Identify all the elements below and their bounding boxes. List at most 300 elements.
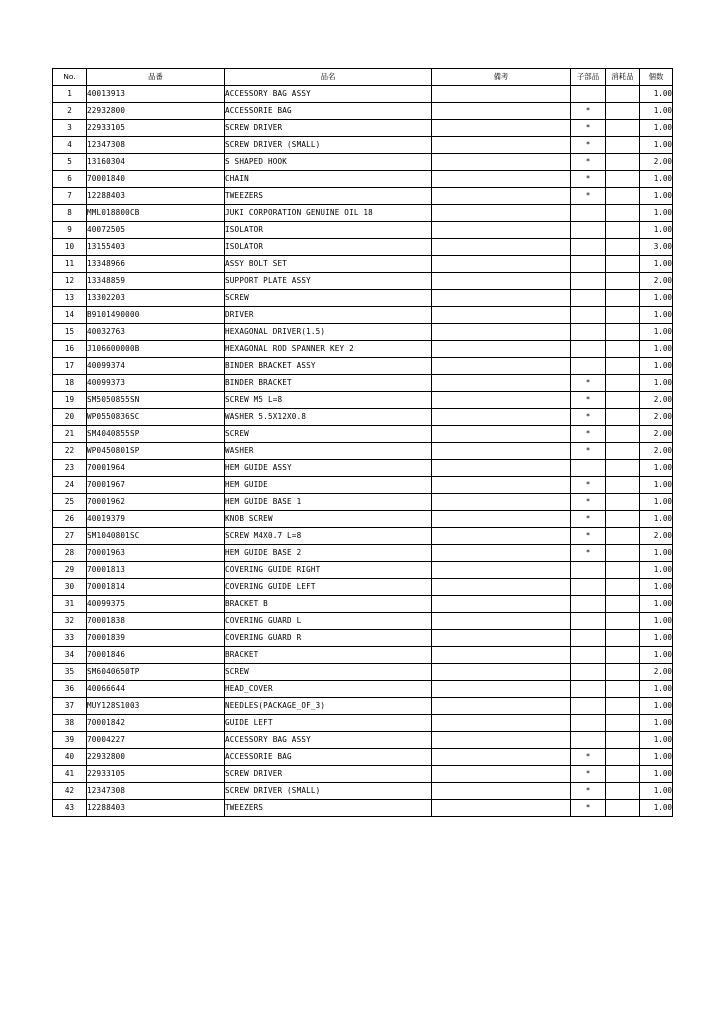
table-row: [53, 766, 673, 783]
table-row: [53, 579, 673, 596]
cell-part-number: 13348966: [87, 256, 225, 273]
cell-sub-part: *: [571, 154, 606, 171]
table-row: [53, 545, 673, 562]
cell-part-number: 70001838: [87, 613, 225, 630]
cell-part-number: 70001813: [87, 562, 225, 579]
table-body: [53, 86, 673, 817]
cell-part-name: WASHER: [225, 443, 432, 460]
table-row: [53, 324, 673, 341]
cell-part-number: 70001814: [87, 579, 225, 596]
cell-remarks: [432, 205, 571, 222]
cell-part-name: KNOB SCREW: [225, 511, 432, 528]
cell-sub-part: [571, 239, 606, 256]
header-quantity: 個数: [640, 69, 673, 86]
cell-remarks: [432, 307, 571, 324]
cell-part-number: 13302203: [87, 290, 225, 307]
cell-no: 20: [53, 409, 87, 426]
cell-quantity: 1.00: [640, 766, 673, 783]
cell-part-name: ACCESSORY BAG ASSY: [225, 732, 432, 749]
cell-remarks: [432, 375, 571, 392]
table-row: [53, 171, 673, 188]
cell-part-name: HEXAGONAL DRIVER(1.5): [225, 324, 432, 341]
cell-no: 36: [53, 681, 87, 698]
cell-sub-part: [571, 273, 606, 290]
cell-consumable: [606, 171, 640, 188]
cell-part-name: BRACKET B: [225, 596, 432, 613]
cell-quantity: 1.00: [640, 307, 673, 324]
cell-quantity: 1.00: [640, 749, 673, 766]
header-sub-part: 子部品: [571, 69, 606, 86]
cell-part-number: WP0550836SC: [87, 409, 225, 426]
cell-no: 9: [53, 222, 87, 239]
cell-remarks: [432, 137, 571, 154]
cell-quantity: 1.00: [640, 460, 673, 477]
cell-consumable: [606, 596, 640, 613]
cell-sub-part: *: [571, 392, 606, 409]
table-row: [53, 562, 673, 579]
cell-quantity: 1.00: [640, 494, 673, 511]
cell-sub-part: *: [571, 443, 606, 460]
cell-sub-part: *: [571, 171, 606, 188]
cell-part-name: SCREW DRIVER: [225, 766, 432, 783]
cell-part-number: 40019379: [87, 511, 225, 528]
cell-remarks: [432, 324, 571, 341]
cell-consumable: [606, 137, 640, 154]
cell-part-name: DRIVER: [225, 307, 432, 324]
cell-consumable: [606, 409, 640, 426]
cell-part-name: WASHER 5.5X12X0.8: [225, 409, 432, 426]
cell-sub-part: [571, 579, 606, 596]
cell-consumable: [606, 715, 640, 732]
cell-part-name: SCREW M5 L=8: [225, 392, 432, 409]
cell-consumable: [606, 358, 640, 375]
cell-remarks: [432, 460, 571, 477]
cell-remarks: [432, 800, 571, 817]
cell-no: 15: [53, 324, 87, 341]
cell-quantity: 2.00: [640, 409, 673, 426]
cell-part-name: SCREW M4X0.7 L=8: [225, 528, 432, 545]
cell-part-number: MML018800CB: [87, 205, 225, 222]
cell-no: 32: [53, 613, 87, 630]
cell-part-name: ISOLATOR: [225, 222, 432, 239]
cell-consumable: [606, 511, 640, 528]
table-row: [53, 732, 673, 749]
cell-no: 21: [53, 426, 87, 443]
cell-quantity: 1.00: [640, 511, 673, 528]
cell-part-number: 40066644: [87, 681, 225, 698]
cell-part-name: JUKI CORPORATION GENUINE OIL 18: [225, 205, 432, 222]
cell-consumable: [606, 630, 640, 647]
cell-sub-part: [571, 681, 606, 698]
cell-quantity: 1.00: [640, 579, 673, 596]
cell-quantity: 1.00: [640, 86, 673, 103]
cell-part-name: NEEDLES(PACKAGE_OF_3): [225, 698, 432, 715]
cell-quantity: 1.00: [640, 477, 673, 494]
cell-sub-part: [571, 715, 606, 732]
cell-no: 13: [53, 290, 87, 307]
cell-remarks: [432, 171, 571, 188]
cell-part-name: HEAD_COVER: [225, 681, 432, 698]
cell-part-number: 70001840: [87, 171, 225, 188]
cell-consumable: [606, 647, 640, 664]
cell-consumable: [606, 732, 640, 749]
cell-part-name: CHAIN: [225, 171, 432, 188]
cell-sub-part: *: [571, 800, 606, 817]
cell-remarks: [432, 681, 571, 698]
table-row: [53, 613, 673, 630]
cell-sub-part: [571, 664, 606, 681]
cell-remarks: [432, 154, 571, 171]
header-part-name: 品名: [225, 69, 432, 86]
cell-part-number: J106600000B: [87, 341, 225, 358]
cell-quantity: 1.00: [640, 188, 673, 205]
cell-no: 19: [53, 392, 87, 409]
cell-consumable: [606, 698, 640, 715]
table-row: [53, 86, 673, 103]
cell-part-number: SM5050855SN: [87, 392, 225, 409]
cell-consumable: [606, 528, 640, 545]
cell-part-number: 70001839: [87, 630, 225, 647]
cell-no: 22: [53, 443, 87, 460]
cell-no: 17: [53, 358, 87, 375]
cell-quantity: 1.00: [640, 630, 673, 647]
cell-remarks: [432, 256, 571, 273]
table-row: [53, 426, 673, 443]
cell-no: 38: [53, 715, 87, 732]
cell-no: 39: [53, 732, 87, 749]
cell-part-name: SUPPORT PLATE ASSY: [225, 273, 432, 290]
table-row: [53, 596, 673, 613]
cell-remarks: [432, 341, 571, 358]
cell-part-name: COVERING GUARD R: [225, 630, 432, 647]
cell-part-number: 12347308: [87, 137, 225, 154]
table-row: [53, 698, 673, 715]
cell-remarks: [432, 188, 571, 205]
cell-no: 27: [53, 528, 87, 545]
parts-list-table: [52, 68, 673, 817]
cell-sub-part: *: [571, 749, 606, 766]
cell-sub-part: [571, 86, 606, 103]
cell-remarks: [432, 562, 571, 579]
table-row: [53, 715, 673, 732]
cell-remarks: [432, 511, 571, 528]
cell-sub-part: [571, 324, 606, 341]
cell-quantity: 2.00: [640, 154, 673, 171]
cell-consumable: [606, 341, 640, 358]
cell-part-name: SCREW: [225, 426, 432, 443]
cell-quantity: 1.00: [640, 715, 673, 732]
cell-consumable: [606, 783, 640, 800]
cell-remarks: [432, 443, 571, 460]
table-row: [53, 120, 673, 137]
cell-no: 12: [53, 273, 87, 290]
cell-part-number: 12347308: [87, 783, 225, 800]
cell-quantity: 1.00: [640, 341, 673, 358]
table-row: [53, 800, 673, 817]
cell-remarks: [432, 732, 571, 749]
cell-no: 16: [53, 341, 87, 358]
cell-consumable: [606, 800, 640, 817]
cell-part-number: 70001962: [87, 494, 225, 511]
cell-sub-part: [571, 630, 606, 647]
cell-quantity: 1.00: [640, 562, 673, 579]
cell-sub-part: [571, 341, 606, 358]
cell-consumable: [606, 188, 640, 205]
cell-quantity: 1.00: [640, 137, 673, 154]
cell-quantity: 1.00: [640, 698, 673, 715]
cell-quantity: 1.00: [640, 596, 673, 613]
cell-no: 18: [53, 375, 87, 392]
cell-sub-part: *: [571, 103, 606, 120]
cell-quantity: 1.00: [640, 171, 673, 188]
cell-part-name: ACCESSORIE BAG: [225, 749, 432, 766]
cell-sub-part: *: [571, 188, 606, 205]
cell-no: 42: [53, 783, 87, 800]
cell-part-number: 40032763: [87, 324, 225, 341]
cell-consumable: [606, 205, 640, 222]
cell-sub-part: *: [571, 120, 606, 137]
table-row: [53, 273, 673, 290]
cell-part-name: SCREW DRIVER (SMALL): [225, 783, 432, 800]
cell-consumable: [606, 664, 640, 681]
cell-part-number: 70001842: [87, 715, 225, 732]
cell-remarks: [432, 290, 571, 307]
cell-quantity: 1.00: [640, 222, 673, 239]
cell-remarks: [432, 409, 571, 426]
cell-part-name: SCREW: [225, 290, 432, 307]
cell-part-name: BINDER BRACKET ASSY: [225, 358, 432, 375]
cell-part-number: 70001967: [87, 477, 225, 494]
cell-part-name: COVERING GUARD L: [225, 613, 432, 630]
cell-remarks: [432, 664, 571, 681]
cell-part-name: ASSY BOLT SET: [225, 256, 432, 273]
cell-part-number: 22933105: [87, 766, 225, 783]
cell-part-name: COVERING GUIDE LEFT: [225, 579, 432, 596]
cell-sub-part: *: [571, 375, 606, 392]
cell-consumable: [606, 324, 640, 341]
table-row: [53, 392, 673, 409]
cell-part-number: WP0450801SP: [87, 443, 225, 460]
cell-quantity: 3.00: [640, 239, 673, 256]
table-row: [53, 749, 673, 766]
cell-consumable: [606, 545, 640, 562]
header-consumable: 消耗品: [606, 69, 640, 86]
cell-sub-part: [571, 222, 606, 239]
cell-part-name: SCREW DRIVER (SMALL): [225, 137, 432, 154]
cell-sub-part: [571, 698, 606, 715]
cell-sub-part: *: [571, 528, 606, 545]
cell-sub-part: *: [571, 494, 606, 511]
cell-no: 37: [53, 698, 87, 715]
cell-no: 7: [53, 188, 87, 205]
cell-quantity: 1.00: [640, 358, 673, 375]
table-row: [53, 477, 673, 494]
cell-consumable: [606, 375, 640, 392]
cell-part-name: HEM GUIDE BASE 1: [225, 494, 432, 511]
cell-quantity: 1.00: [640, 205, 673, 222]
cell-consumable: [606, 613, 640, 630]
cell-part-name: SCREW: [225, 664, 432, 681]
cell-no: 24: [53, 477, 87, 494]
cell-consumable: [606, 460, 640, 477]
cell-quantity: 2.00: [640, 273, 673, 290]
cell-remarks: [432, 239, 571, 256]
cell-no: 2: [53, 103, 87, 120]
cell-part-name: TWEEZERS: [225, 188, 432, 205]
cell-part-number: SM1040801SC: [87, 528, 225, 545]
cell-remarks: [432, 86, 571, 103]
cell-quantity: 1.00: [640, 681, 673, 698]
cell-part-number: 12288403: [87, 800, 225, 817]
cell-consumable: [606, 392, 640, 409]
cell-remarks: [432, 222, 571, 239]
cell-no: 1: [53, 86, 87, 103]
cell-consumable: [606, 120, 640, 137]
cell-consumable: [606, 681, 640, 698]
table-row: [53, 528, 673, 545]
cell-part-name: S SHAPED HOOK: [225, 154, 432, 171]
cell-remarks: [432, 103, 571, 120]
cell-quantity: 1.00: [640, 120, 673, 137]
cell-part-number: 40013913: [87, 86, 225, 103]
cell-sub-part: *: [571, 137, 606, 154]
cell-consumable: [606, 154, 640, 171]
cell-remarks: [432, 426, 571, 443]
table-row: [53, 443, 673, 460]
cell-no: 29: [53, 562, 87, 579]
cell-quantity: 1.00: [640, 783, 673, 800]
cell-no: 30: [53, 579, 87, 596]
cell-consumable: [606, 579, 640, 596]
cell-quantity: 2.00: [640, 443, 673, 460]
cell-no: 33: [53, 630, 87, 647]
cell-no: 26: [53, 511, 87, 528]
cell-no: 43: [53, 800, 87, 817]
cell-part-number: 22933105: [87, 120, 225, 137]
cell-part-name: BINDER BRACKET: [225, 375, 432, 392]
table-row: [53, 256, 673, 273]
cell-part-number: MUY128S1003: [87, 698, 225, 715]
cell-part-number: 12288403: [87, 188, 225, 205]
cell-part-name: GUIDE LEFT: [225, 715, 432, 732]
cell-no: 3: [53, 120, 87, 137]
cell-part-name: ISOLATOR: [225, 239, 432, 256]
cell-remarks: [432, 596, 571, 613]
cell-remarks: [432, 528, 571, 545]
cell-consumable: [606, 273, 640, 290]
cell-part-number: 70001846: [87, 647, 225, 664]
cell-remarks: [432, 273, 571, 290]
cell-remarks: [432, 715, 571, 732]
cell-sub-part: [571, 460, 606, 477]
table-row: [53, 647, 673, 664]
cell-part-name: BRACKET: [225, 647, 432, 664]
cell-part-number: 70001964: [87, 460, 225, 477]
cell-sub-part: [571, 290, 606, 307]
cell-part-name: ACCESSORIE BAG: [225, 103, 432, 120]
cell-sub-part: [571, 307, 606, 324]
cell-consumable: [606, 443, 640, 460]
header-remarks: 備考: [432, 69, 571, 86]
table-row: [53, 460, 673, 477]
cell-quantity: 2.00: [640, 664, 673, 681]
cell-quantity: 1.00: [640, 647, 673, 664]
table-row: [53, 154, 673, 171]
cell-no: 4: [53, 137, 87, 154]
cell-quantity: 2.00: [640, 392, 673, 409]
cell-sub-part: *: [571, 545, 606, 562]
cell-part-name: HEXAGONAL ROD SPANNER KEY 2: [225, 341, 432, 358]
cell-consumable: [606, 86, 640, 103]
header-no: No.: [53, 69, 87, 86]
cell-remarks: [432, 613, 571, 630]
cell-consumable: [606, 103, 640, 120]
cell-remarks: [432, 698, 571, 715]
cell-no: 40: [53, 749, 87, 766]
table-row: [53, 358, 673, 375]
cell-no: 25: [53, 494, 87, 511]
table-row: [53, 409, 673, 426]
cell-sub-part: [571, 732, 606, 749]
cell-no: 28: [53, 545, 87, 562]
cell-consumable: [606, 222, 640, 239]
header-part-number: 品番: [87, 69, 225, 86]
cell-part-number: SM4040855SP: [87, 426, 225, 443]
cell-part-name: HEM GUIDE: [225, 477, 432, 494]
cell-quantity: 1.00: [640, 103, 673, 120]
cell-quantity: 1.00: [640, 256, 673, 273]
cell-remarks: [432, 120, 571, 137]
cell-part-number: 70004227: [87, 732, 225, 749]
table-row: [53, 307, 673, 324]
cell-sub-part: [571, 596, 606, 613]
cell-part-name: SCREW DRIVER: [225, 120, 432, 137]
cell-part-number: 40099374: [87, 358, 225, 375]
cell-no: 31: [53, 596, 87, 613]
table-row: [53, 664, 673, 681]
cell-consumable: [606, 766, 640, 783]
cell-remarks: [432, 630, 571, 647]
cell-part-name: HEM GUIDE BASE 2: [225, 545, 432, 562]
cell-no: 5: [53, 154, 87, 171]
table-row: [53, 103, 673, 120]
table-row: [53, 375, 673, 392]
cell-sub-part: *: [571, 426, 606, 443]
cell-part-name: TWEEZERS: [225, 800, 432, 817]
cell-quantity: 2.00: [640, 426, 673, 443]
cell-part-number: 40099375: [87, 596, 225, 613]
table-row: [53, 290, 673, 307]
cell-remarks: [432, 392, 571, 409]
cell-consumable: [606, 426, 640, 443]
table-row: [53, 239, 673, 256]
cell-consumable: [606, 477, 640, 494]
cell-consumable: [606, 239, 640, 256]
cell-quantity: 1.00: [640, 732, 673, 749]
cell-remarks: [432, 647, 571, 664]
table-row: [53, 222, 673, 239]
cell-sub-part: *: [571, 409, 606, 426]
cell-quantity: 1.00: [640, 800, 673, 817]
cell-remarks: [432, 494, 571, 511]
cell-sub-part: [571, 256, 606, 273]
cell-consumable: [606, 256, 640, 273]
cell-no: 10: [53, 239, 87, 256]
cell-part-number: 13160304: [87, 154, 225, 171]
cell-sub-part: [571, 562, 606, 579]
cell-remarks: [432, 477, 571, 494]
table-row: [53, 630, 673, 647]
